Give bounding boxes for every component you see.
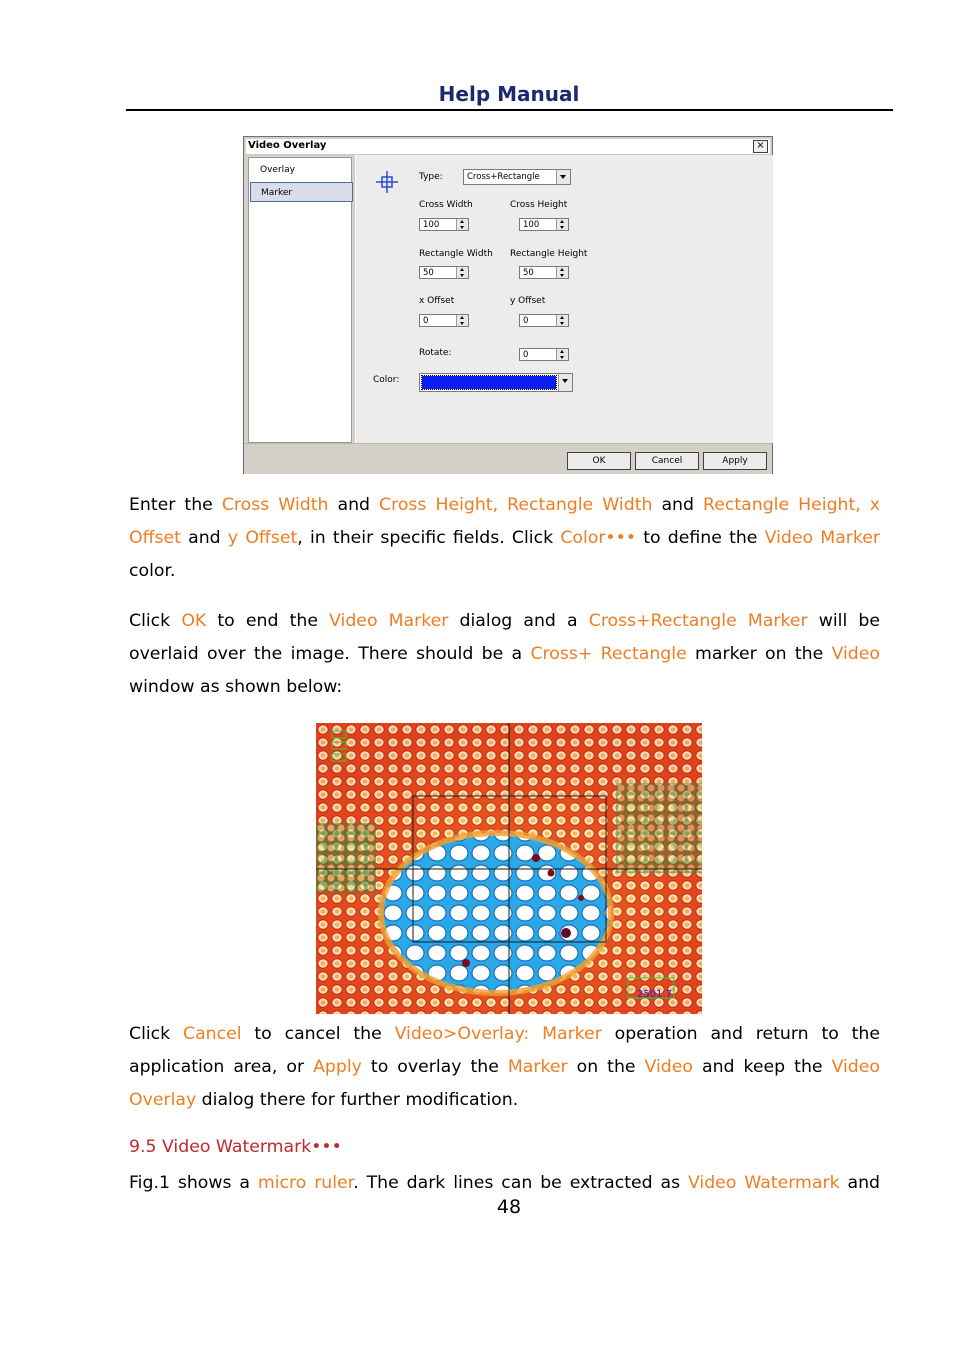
nav-item-marker[interactable]: Marker: [250, 182, 353, 202]
close-icon[interactable]: ×: [753, 140, 768, 153]
rectangle-height-value: 50: [523, 268, 534, 278]
type-select[interactable]: [463, 169, 571, 185]
spinner-arrows-icon[interactable]: [556, 315, 568, 326]
y-offset-label: y Offset: [510, 296, 546, 306]
color-swatch: [422, 376, 556, 389]
section-heading: 9.5 Video Watermark•••: [129, 1137, 342, 1157]
cross-width-spinner[interactable]: [419, 218, 469, 231]
microscope-image-with-marker: [316, 723, 702, 1014]
ok-button[interactable]: OK: [567, 452, 631, 470]
x-offset-spinner[interactable]: [419, 314, 469, 327]
video-overlay-dialog: [243, 136, 773, 474]
color-label: Color:: [373, 375, 400, 385]
cross-width-value: 100: [423, 220, 440, 230]
cross-width-label: Cross Width: [419, 200, 473, 210]
rectangle-height-label: Rectangle Height: [510, 249, 588, 259]
text-line: Click Cancel to cancel the Video>Overlay: Marker operation and return to the: [129, 1024, 881, 1044]
rectangle-width-label: Rectangle Width: [419, 249, 493, 259]
spinner-arrows-icon[interactable]: [456, 219, 468, 230]
spinner-arrows-icon[interactable]: [556, 349, 568, 360]
paragraph-click-ok: [129, 605, 880, 704]
marker-settings-panel: [355, 155, 773, 443]
x-offset-label: x Offset: [419, 296, 455, 306]
paragraph-enter-values: [129, 489, 880, 588]
color-select[interactable]: [419, 373, 573, 392]
text-line: Fig.1 shows a micro ruler. The dark lines can be extracted as Video Watermark and: [129, 1173, 880, 1193]
cross-height-spinner[interactable]: [519, 218, 569, 231]
spinner-arrows-icon[interactable]: [556, 267, 568, 278]
type-label: Type:: [419, 172, 443, 182]
text-line: window as shown below:: [129, 677, 343, 697]
y-offset-spinner[interactable]: [519, 314, 569, 327]
page-header-title: Help Manual: [438, 82, 580, 106]
rectangle-height-spinner[interactable]: [519, 266, 569, 279]
type-select-value: Cross+Rectangle: [467, 172, 540, 182]
spinner-arrows-icon[interactable]: [556, 219, 568, 230]
text-line: Enter the Cross Width and Cross Height, Rectangle Width and Rectangle Height, x: [129, 495, 881, 515]
chevron-down-icon: [556, 170, 570, 184]
dialog-titlebar: [246, 139, 770, 155]
spinner-arrows-icon[interactable]: [456, 267, 468, 278]
spinner-arrows-icon[interactable]: [456, 315, 468, 326]
microscope-image: [316, 723, 702, 1014]
text-line: Click OK to end the Video Marker dialog and a Cross+Rectangle Marker will be: [129, 611, 880, 631]
text-line: application area, or Apply to overlay the Marker on the Video and keep the Video: [129, 1057, 880, 1077]
nav-item-overlay[interactable]: Overlay: [260, 165, 295, 175]
dialog-title: Video Overlay: [248, 140, 327, 151]
crosshair-icon: [376, 171, 398, 193]
text-line: overlaid over the image. There should be a Cross+ Rectangle marker on the Video: [129, 644, 880, 664]
text-line: Overlay dialog there for further modification.: [129, 1090, 519, 1110]
rectangle-width-spinner[interactable]: [419, 266, 469, 279]
measurement-readout: 2501.7: [637, 989, 672, 1000]
cancel-button[interactable]: Cancel: [635, 452, 699, 470]
rotate-value: 0: [523, 350, 529, 360]
text-line: Offset and y Offset, in their specific fields. Click Color••• to define the Video Marker: [129, 528, 881, 548]
paragraph-cancel-apply: [129, 1018, 880, 1117]
dialog-footer: [244, 443, 772, 474]
header-rule: [126, 109, 893, 111]
page-number: 48: [496, 1196, 522, 1218]
rectangle-width-value: 50: [423, 268, 434, 278]
x-offset-value: 0: [423, 316, 429, 326]
dialog-nav-list: [248, 157, 352, 443]
apply-button[interactable]: Apply: [703, 452, 767, 470]
rotate-label: Rotate:: [419, 348, 452, 358]
y-offset-value: 0: [523, 316, 529, 326]
cross-height-value: 100: [523, 220, 540, 230]
cross-height-label: Cross Height: [510, 200, 568, 210]
chevron-down-icon: [558, 374, 572, 391]
rotate-spinner[interactable]: [519, 348, 569, 361]
text-line: color.: [129, 561, 176, 581]
